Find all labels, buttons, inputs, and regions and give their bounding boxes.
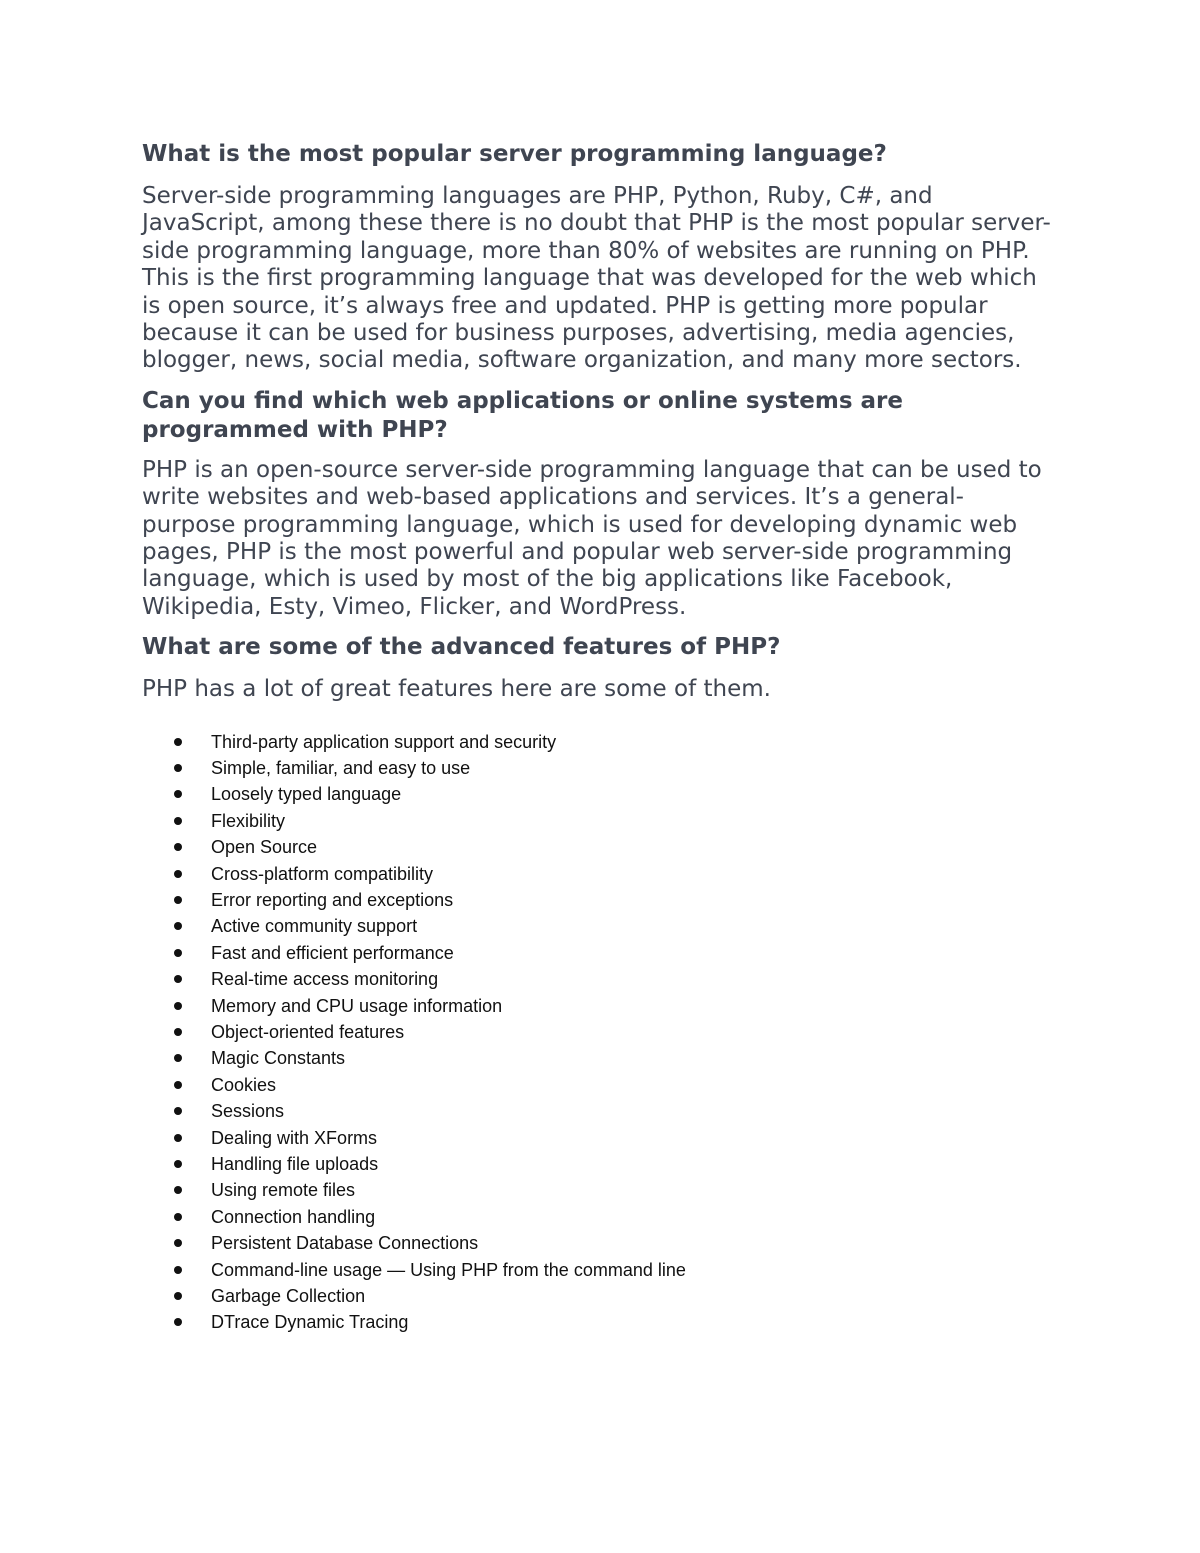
bullet-icon bbox=[174, 764, 182, 772]
bullet-icon bbox=[174, 817, 182, 825]
feature-list-item bbox=[142, 729, 1052, 755]
feature-text: Flexibility bbox=[211, 810, 286, 831]
feature-list-item bbox=[142, 861, 1052, 887]
feature-list-item bbox=[142, 1257, 1052, 1283]
feature-list-item bbox=[142, 1230, 1052, 1256]
bullet-icon bbox=[174, 1160, 182, 1168]
section-heading-advanced-features: What are some of the advanced features of PHP? bbox=[142, 634, 781, 661]
feature-list-item bbox=[142, 808, 1052, 834]
bullet-icon bbox=[174, 870, 182, 878]
bullet-icon bbox=[174, 975, 182, 983]
feature-list-item bbox=[142, 1045, 1052, 1071]
bullet-icon bbox=[174, 1239, 182, 1247]
feature-list-item bbox=[142, 1309, 1052, 1335]
feature-text: Connection handling bbox=[211, 1206, 376, 1227]
feature-list-item bbox=[142, 1098, 1052, 1124]
feature-list-item bbox=[142, 1125, 1052, 1151]
feature-list-item bbox=[142, 966, 1052, 992]
bullet-icon bbox=[174, 896, 182, 904]
feature-text: Handling file uploads bbox=[211, 1153, 379, 1174]
bullet-icon bbox=[174, 1266, 182, 1274]
feature-text: Garbage Collection bbox=[211, 1285, 366, 1306]
feature-text: Real-time access monitoring bbox=[211, 969, 439, 990]
feature-text: Cookies bbox=[211, 1074, 277, 1095]
feature-text: Loosely typed language bbox=[211, 784, 402, 805]
bullet-icon bbox=[174, 1054, 182, 1062]
bullet-icon bbox=[174, 1081, 182, 1089]
feature-list-item bbox=[142, 913, 1052, 939]
section-paragraph-php-applications: PHP is an open-source server-side programming language that can be used to write websites and web-based applications and services. It’s a general-purpose programming language, which is used for developing dynamic web pages, PHP is the most powerful and popular web server-side programming language, which is used by most of the big applications like Facebook, Wikipedia, Esty, Vimeo, Flicker, and WordPress. bbox=[142, 456, 1042, 620]
section-heading-popular-language: What is the most popular server programming language? bbox=[142, 141, 887, 167]
document-page bbox=[142, 138, 1052, 1336]
feature-text: Simple, familiar, and easy to use bbox=[211, 758, 471, 779]
bullet-icon bbox=[174, 922, 182, 930]
feature-list-item bbox=[142, 1283, 1052, 1309]
feature-text: Object-oriented features bbox=[211, 1021, 405, 1042]
feature-list-item bbox=[142, 1151, 1052, 1177]
feature-list bbox=[142, 729, 1052, 1336]
feature-text: Error reporting and exceptions bbox=[211, 890, 454, 911]
feature-list-item bbox=[142, 781, 1052, 807]
feature-text: Cross-platform compatibility bbox=[211, 863, 434, 884]
section-paragraph-advanced-features: PHP has a lot of great features here are some of them. bbox=[142, 676, 771, 703]
feature-text: Command-line usage — Using PHP from the command line bbox=[211, 1259, 686, 1280]
section-heading-php-applications: Can you find which web applications or online systems are programmed with PHP? bbox=[142, 387, 903, 443]
bullet-icon bbox=[174, 949, 182, 957]
bullet-icon bbox=[174, 738, 182, 746]
bullet-icon bbox=[174, 843, 182, 851]
feature-list-item bbox=[142, 940, 1052, 966]
feature-text: Sessions bbox=[211, 1101, 285, 1122]
feature-list-item bbox=[142, 993, 1052, 1019]
feature-text: Magic Constants bbox=[211, 1048, 346, 1069]
feature-text: Persistent Database Connections bbox=[211, 1233, 479, 1254]
feature-list-item bbox=[142, 887, 1052, 913]
bullet-icon bbox=[174, 1186, 182, 1194]
bullet-icon bbox=[174, 1292, 182, 1300]
bullet-icon bbox=[174, 1213, 182, 1221]
feature-text: Third-party application support and security bbox=[211, 731, 557, 752]
bullet-icon bbox=[174, 1107, 182, 1115]
feature-text: Using remote files bbox=[211, 1180, 356, 1201]
feature-text: Open Source bbox=[211, 837, 318, 858]
feature-list-item bbox=[142, 1204, 1052, 1230]
feature-text: DTrace Dynamic Tracing bbox=[211, 1312, 409, 1333]
bullet-icon bbox=[174, 1028, 182, 1036]
feature-list-item bbox=[142, 834, 1052, 860]
feature-text: Fast and efficient performance bbox=[211, 942, 454, 963]
section-paragraph-popular-language: Server-side programming languages are PHP, Python, Ruby, C#, and JavaScript, among these there is no doubt that PHP is the most popular server-side programming language, more than 80% of websites are running on PHP. This is the first programming language that was developed for the web which is open source, it’s always free and updated. PHP is getting more popular because it can be used for business purposes, advertising, media agencies, blogger, news, social media, software organization, and many more sectors. bbox=[142, 183, 1051, 374]
bullet-icon bbox=[174, 1318, 182, 1326]
feature-text: Dealing with XForms bbox=[211, 1127, 378, 1148]
bullet-icon bbox=[174, 1134, 182, 1142]
bullet-icon bbox=[174, 790, 182, 798]
feature-list-item bbox=[142, 1072, 1052, 1098]
feature-list-item bbox=[142, 755, 1052, 781]
feature-list-item bbox=[142, 1177, 1052, 1203]
feature-text: Active community support bbox=[211, 916, 418, 937]
bullet-icon bbox=[174, 1002, 182, 1010]
feature-list-item bbox=[142, 1019, 1052, 1045]
feature-text: Memory and CPU usage information bbox=[211, 995, 503, 1016]
